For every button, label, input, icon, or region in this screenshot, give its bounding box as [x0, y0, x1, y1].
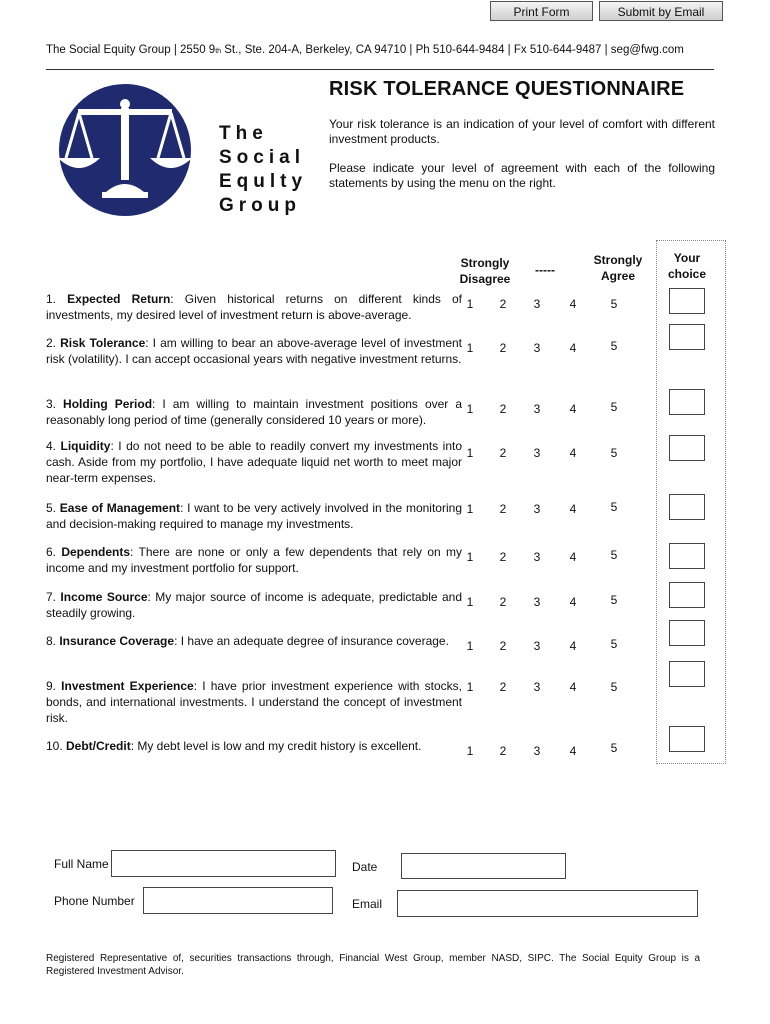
- question-3: [46, 396, 462, 428]
- question-title: Income Source: [60, 590, 148, 604]
- scale-value-4: 4: [569, 595, 577, 609]
- submit-by-email-button[interactable]: Submit by Email: [599, 1, 723, 21]
- answer-input-6[interactable]: [669, 543, 705, 569]
- scale-value-5: 5: [610, 548, 618, 562]
- question-text: : I am willing to bear an above-average level of investment risk (volatility). I can accept occasional years with negative investment returns.: [46, 336, 463, 366]
- answer-input-8[interactable]: [669, 620, 705, 646]
- scale-value-1: 1: [466, 446, 474, 460]
- scale-value-3: 3: [533, 341, 541, 355]
- scale-value-5: 5: [610, 637, 618, 651]
- scale-value-2: 2: [499, 502, 507, 516]
- scale-value-1: 1: [466, 341, 474, 355]
- answer-input-3[interactable]: [669, 389, 705, 415]
- scale-value-1: 1: [466, 297, 474, 311]
- question-title: Dependents: [61, 545, 131, 559]
- intro-paragraph-2: Please indicate your level of agreement with each of the following statements by using the menu on the right.: [329, 161, 715, 190]
- question-number: 5.: [46, 501, 60, 515]
- company-name: [219, 122, 307, 218]
- scale-value-3: 3: [533, 297, 541, 311]
- scale-value-1: 1: [466, 744, 474, 758]
- answer-input-4[interactable]: [669, 435, 705, 461]
- scale-value-3: 3: [533, 402, 541, 416]
- phone-number-input[interactable]: [143, 887, 333, 914]
- scale-value-5: 5: [610, 593, 618, 607]
- scale-value-3: 3: [533, 680, 541, 694]
- question-text: : My debt level is low and my credit history is excellent.: [130, 739, 422, 753]
- question-5: [46, 500, 462, 532]
- date-label: Date: [352, 860, 378, 874]
- question-6: [46, 544, 462, 576]
- question-text: : Given historical returns on different kinds of investments, my desired level of investment return is above-average.: [46, 292, 463, 322]
- email-label: Email: [352, 897, 383, 911]
- scales-of-justice-logo: [48, 80, 210, 218]
- scale-value-2: 2: [499, 341, 507, 355]
- company-name-line2: Social: [219, 147, 305, 168]
- question-text: : I do not need to be able to readily convert my investments into cash. Aside from my portfolio, I have adequate liquid net worth to meet major near-term expenses.: [46, 439, 463, 485]
- scale-value-2: 2: [499, 744, 507, 758]
- intro-paragraph-1: Your risk tolerance is an indication of your level of comfort with different investment products.: [329, 117, 715, 146]
- scale-value-1: 1: [466, 595, 474, 609]
- scale-value-5: 5: [610, 741, 618, 755]
- question-title: Investment Experience: [61, 679, 194, 693]
- scale-value-2: 2: [499, 680, 507, 694]
- neutral-header: -----: [535, 263, 555, 277]
- question-7: [46, 589, 462, 621]
- question-title: Risk Tolerance: [60, 336, 146, 350]
- company-name-line1: The: [219, 123, 268, 144]
- question-4: [46, 438, 462, 486]
- question-number: 2.: [46, 336, 61, 350]
- answer-input-1[interactable]: [669, 288, 705, 314]
- scale-value-1: 1: [466, 680, 474, 694]
- scale-value-4: 4: [569, 297, 577, 311]
- full-name-input[interactable]: [111, 850, 336, 877]
- contact-line-ordinal: th: [215, 48, 222, 55]
- scale-value-2: 2: [499, 639, 507, 653]
- scale-value-4: 4: [569, 744, 577, 758]
- header-divider: [46, 69, 714, 70]
- scale-value-5: 5: [610, 297, 618, 311]
- full-name-label: Full Name: [54, 857, 109, 871]
- scale-value-3: 3: [533, 744, 541, 758]
- scale-value-5: 5: [610, 680, 618, 694]
- answer-input-10[interactable]: [669, 726, 705, 752]
- question-number: 4.: [46, 439, 61, 453]
- question-number: 9.: [46, 679, 62, 693]
- strongly-disagree-header: Strongly Disagree: [459, 256, 511, 286]
- question-number: 1.: [46, 292, 68, 306]
- scale-value-3: 3: [533, 639, 541, 653]
- print-form-button[interactable]: Print Form: [490, 1, 593, 21]
- scale-value-1: 1: [466, 639, 474, 653]
- scale-value-1: 1: [466, 550, 474, 564]
- question-number: 3.: [46, 397, 64, 411]
- question-title: Debt/Credit: [66, 739, 131, 753]
- question-9: [46, 678, 462, 726]
- scale-value-5: 5: [610, 339, 618, 353]
- scale-value-4: 4: [569, 550, 577, 564]
- contact-line: [46, 44, 684, 56]
- question-text: : There are none or only a few dependents that rely on my income and my investment portfolio for support.: [46, 545, 462, 575]
- scale-value-3: 3: [533, 550, 541, 564]
- question-text: : I have prior investment experience with stocks, bonds, and international investments. I understand the concept of investment risk.: [46, 679, 462, 725]
- scale-value-4: 4: [569, 446, 577, 460]
- date-input[interactable]: [401, 853, 566, 879]
- answer-input-2[interactable]: [669, 324, 705, 350]
- footer-disclaimer: Registered Representative of, securities transactions through, Financial West Group, member NASD, SIPC. The Social Equity Group is a Registered Investment Advisor.: [46, 953, 700, 977]
- scale-value-2: 2: [499, 550, 507, 564]
- scale-value-2: 2: [499, 595, 507, 609]
- scale-value-2: 2: [499, 297, 507, 311]
- question-title: Ease of Management: [59, 501, 181, 515]
- question-text: : I am willing to maintain investment positions over a reasonably long period of time (generally considered 10 years or more).: [46, 397, 462, 427]
- question-2: [46, 335, 462, 367]
- question-8: [46, 633, 462, 649]
- scale-value-3: 3: [533, 595, 541, 609]
- question-number: 10.: [46, 739, 67, 753]
- scale-value-4: 4: [569, 639, 577, 653]
- question-text: : I have an adequate degree of insurance coverage.: [174, 634, 449, 648]
- contact-line-part2: St., Ste. 204-A, Berkeley, CA 94710 | Ph 510-644-9484 | Fx 510-644-9487 | seg@fwg.com: [221, 44, 684, 56]
- company-name-line4: Group: [219, 195, 301, 216]
- question-1: [46, 291, 462, 323]
- answer-input-7[interactable]: [669, 582, 705, 608]
- scale-value-4: 4: [569, 502, 577, 516]
- scale-value-2: 2: [499, 446, 507, 460]
- contact-line-part1: The Social Equity Group | 2550 9: [46, 44, 216, 56]
- email-input[interactable]: [397, 890, 698, 917]
- question-title: Holding Period: [63, 397, 153, 411]
- scale-value-5: 5: [610, 500, 618, 514]
- question-number: 7.: [46, 590, 61, 604]
- scale-value-3: 3: [533, 446, 541, 460]
- question-number: 6.: [46, 545, 62, 559]
- phone-number-label: Phone Number: [54, 894, 135, 908]
- page-title: RISK TOLERANCE QUESTIONNAIRE: [329, 78, 685, 100]
- question-text: : I want to be very actively involved in the monitoring and decision-making required to manage my investments.: [46, 501, 462, 531]
- question-title: Expected Return: [67, 292, 171, 306]
- scale-value-5: 5: [610, 400, 618, 414]
- scale-value-3: 3: [533, 502, 541, 516]
- answer-input-9[interactable]: [669, 661, 705, 687]
- strongly-agree-header: Strongly Agree: [593, 253, 643, 283]
- question-10: [46, 738, 462, 754]
- scale-value-1: 1: [466, 502, 474, 516]
- question-number: 8.: [46, 634, 60, 648]
- scale-value-4: 4: [569, 680, 577, 694]
- scale-value-5: 5: [610, 446, 618, 460]
- your-choice-header: Your choice: [667, 251, 706, 281]
- scale-value-4: 4: [569, 341, 577, 355]
- company-name-line3: Equlty: [219, 171, 308, 192]
- scale-value-1: 1: [466, 402, 474, 416]
- scale-value-4: 4: [569, 402, 577, 416]
- scale-value-2: 2: [499, 402, 507, 416]
- answer-input-5[interactable]: [669, 494, 705, 520]
- question-text: : My major source of income is adequate, predictable and steadily growing.: [46, 590, 463, 620]
- question-title: Insurance Coverage: [59, 634, 175, 648]
- question-title: Liquidity: [60, 439, 111, 453]
